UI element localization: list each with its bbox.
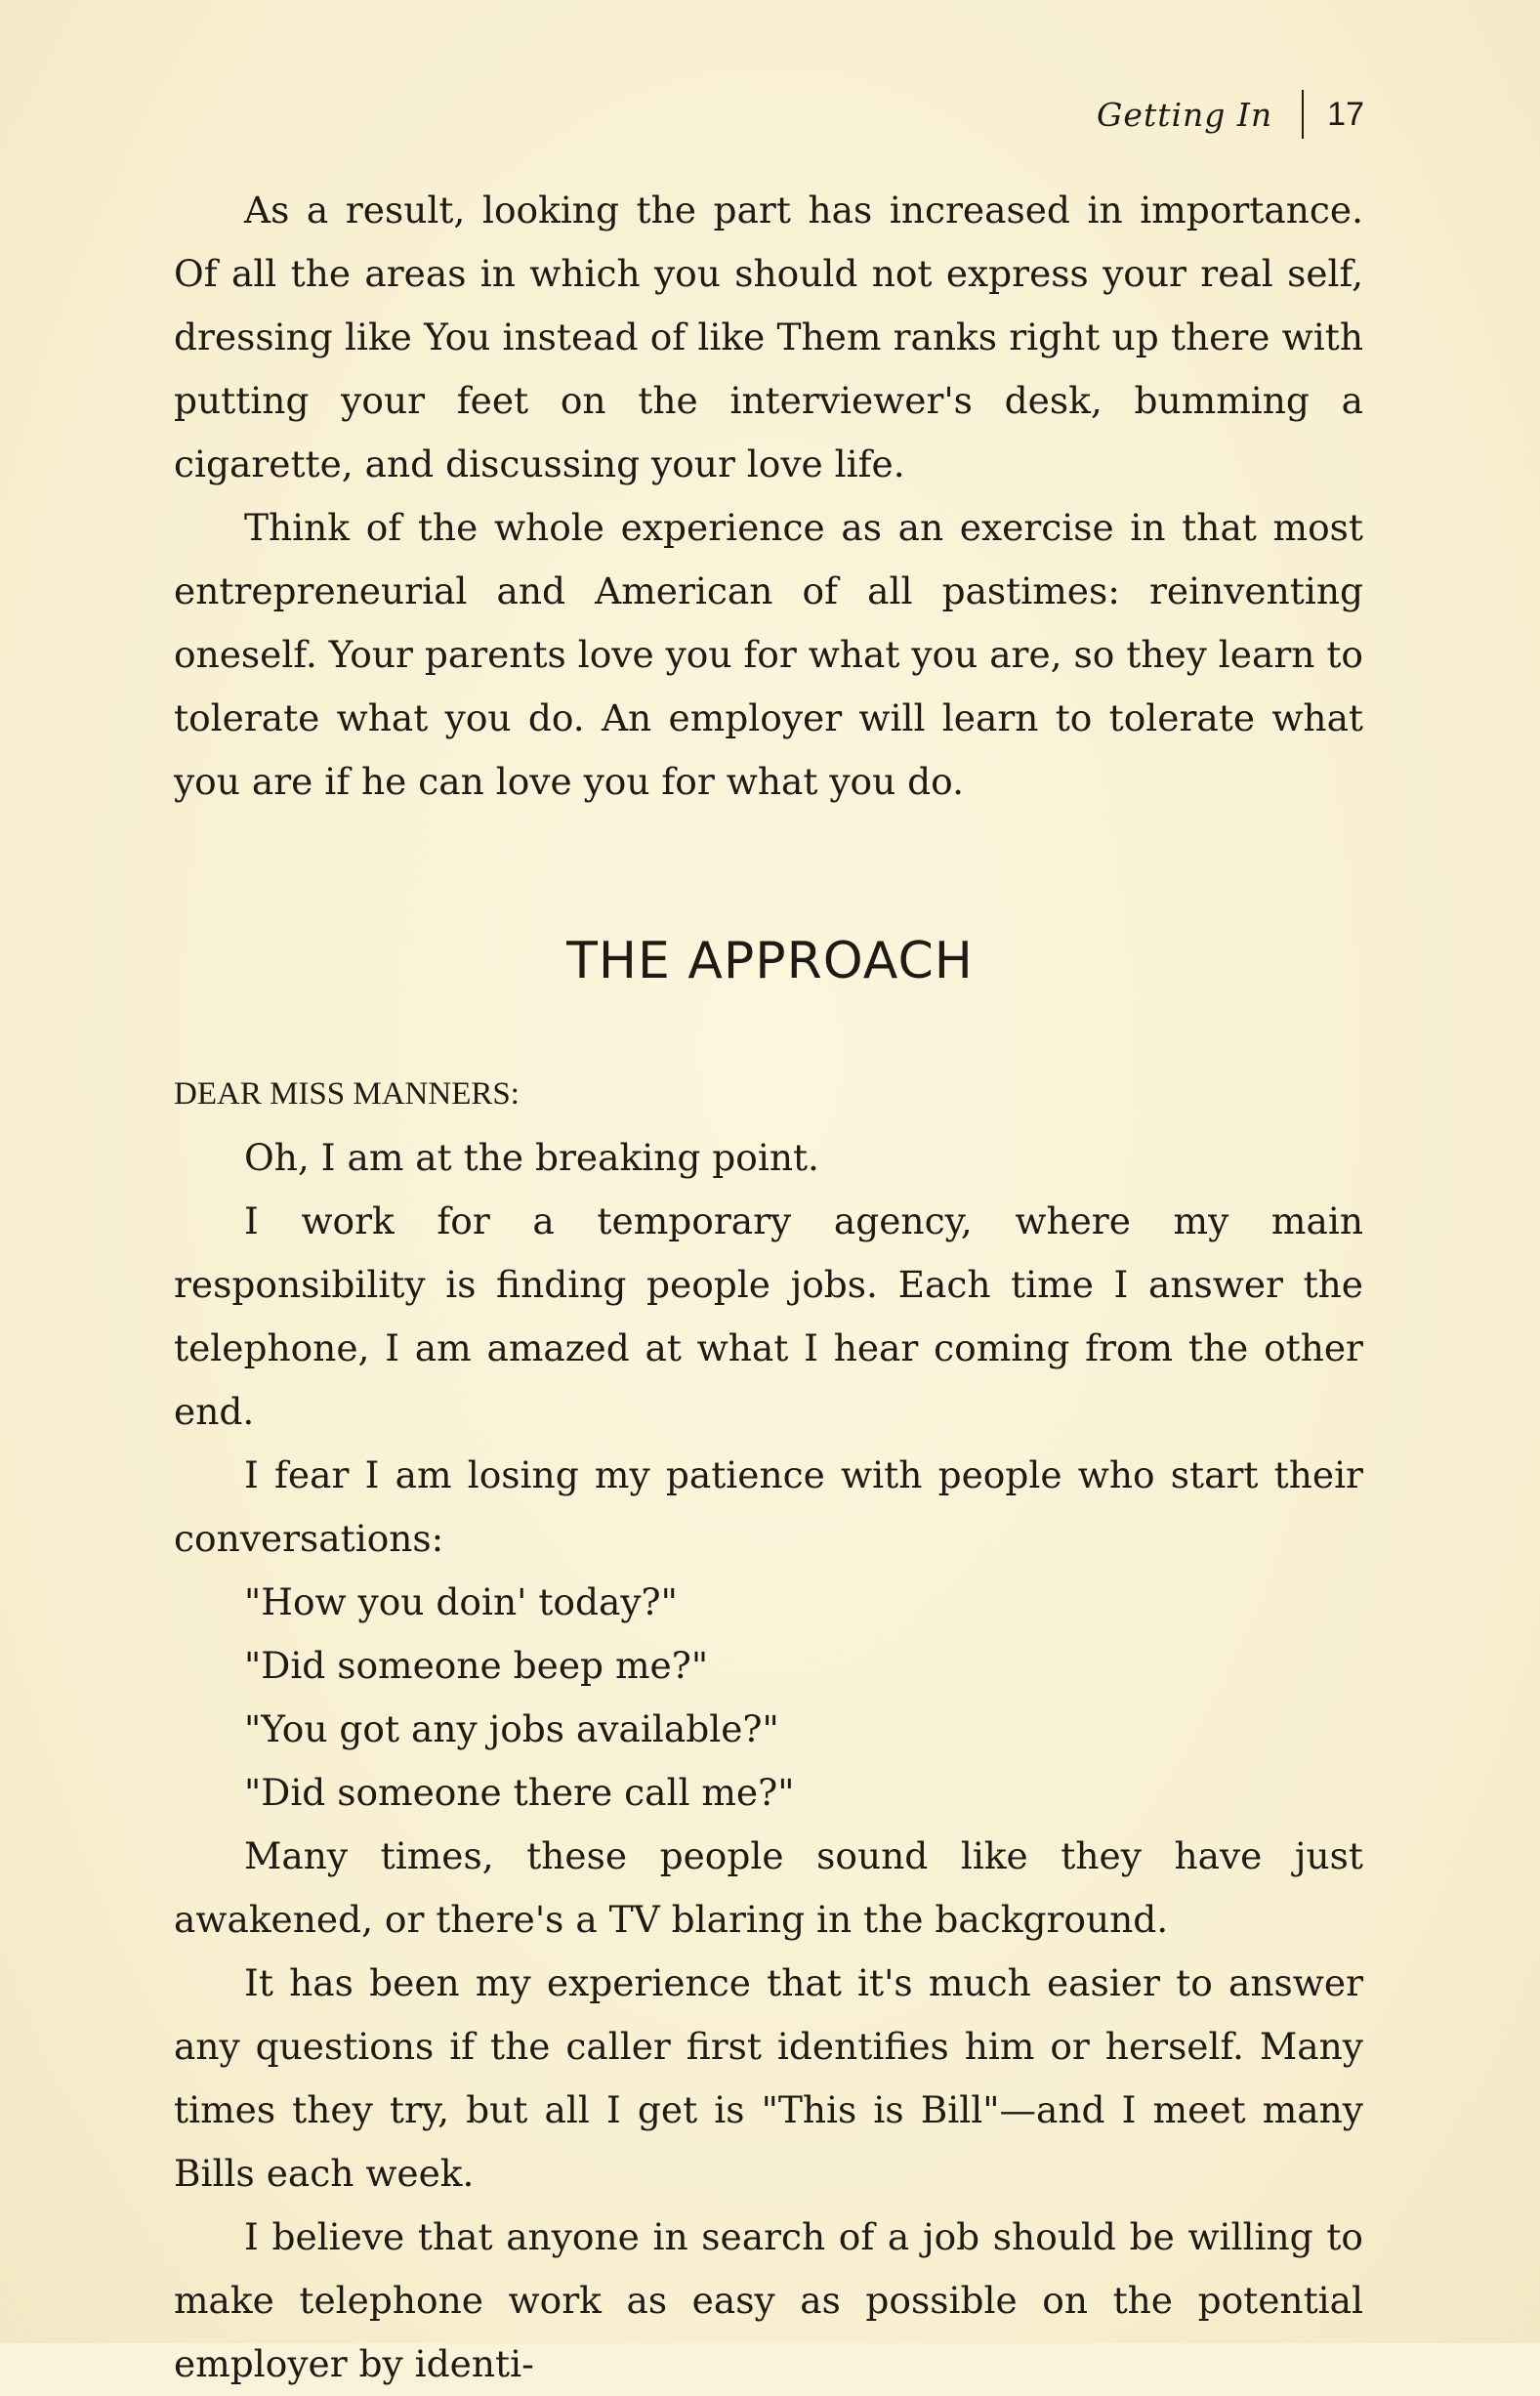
- paragraph-looking-the-part: As a result, looking the part has increased in importance. Of all the areas in which you should not express your real self, dressing like You instead of like Them ranks right up there with putting your feet on the interviewer's desk, bumming a cigarette, and discussing your love life.: [174, 189, 1363, 485]
- letter-line: Oh, I am at the breaking point.: [244, 1136, 819, 1179]
- letter-quote: "How you doin' today?": [244, 1580, 678, 1623]
- reader-letter: [174, 1063, 1363, 2396]
- letter-quote: "You got any jobs available?": [244, 1707, 779, 1750]
- running-head-section: Getting In: [1097, 95, 1273, 134]
- letter-quote: "Did someone beep me?": [244, 1644, 709, 1687]
- running-head-divider: [1302, 90, 1304, 139]
- page-number: 17: [1327, 95, 1364, 133]
- letter-line: I fear I am losing my patience with people who start their conversations:: [174, 1453, 1363, 1560]
- letter-line: I work for a temporary agency, where my main responsibility is finding people jobs. Each time I answer the telephone, I am amazed at what I hear coming from the other end.: [174, 1199, 1363, 1433]
- letter-line: It has been my experience that it's much easier to answer any questions if the caller first identifies him or herself. Many times they try, but all I get is "This is Bill"—and I meet many Bills each week.: [174, 1961, 1363, 2195]
- paragraph-reinventing-oneself: Think of the whole experience as an exercise in that most entrepreneurial and American of all pastimes: reinventing oneself. Your parents love you for what you are, so they learn to tolerate what you do. An employer will learn to tolerate what you are if he can love you for what you do.: [174, 506, 1363, 803]
- letter-line: I believe that anyone in search of a job should be willing to make telephone work as easy as possible on the potential employer by identi-: [174, 2215, 1363, 2385]
- running-head: [1097, 90, 1364, 139]
- letter-quote: "Did someone there call me?": [244, 1771, 795, 1814]
- letter-salutation: DEAR MISS MANNERS:: [174, 1076, 520, 1112]
- section-heading: THE APPROACH: [566, 932, 974, 990]
- letter-line: Many times, these people sound like they have just awakened, or there's a TV blaring in the background.: [174, 1834, 1363, 1941]
